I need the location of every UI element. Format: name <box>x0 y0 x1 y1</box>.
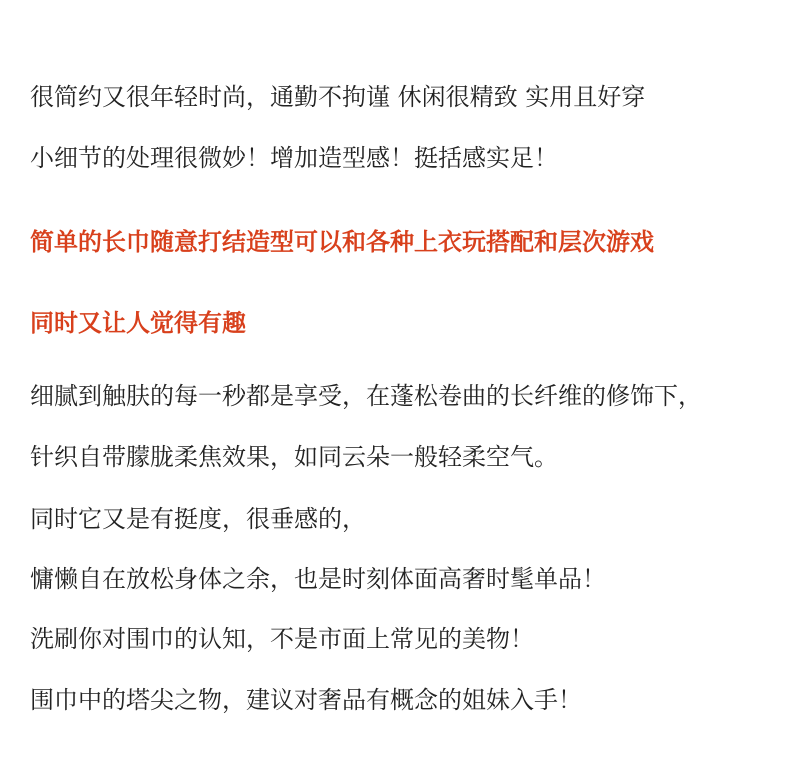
body-line-6: 围巾中的塔尖之物，建议对奢品有概念的姐妹入手！ <box>30 686 582 714</box>
intro-line-1: 很简约又很年轻时尚，通勤不拘谨 休闲很精致 实用且好穿 <box>30 83 646 111</box>
body-line-5: 洗刷你对围巾的认知，不是市面上常见的美物！ <box>30 625 534 653</box>
body-line-4: 慵懒自在放松身体之余，也是时刻体面高奢时髦单品！ <box>30 565 606 593</box>
intro-line-2: 小细节的处理很微妙！增加造型感！挺括感实足！ <box>30 144 558 172</box>
body-line-2: 针织自带朦胧柔焦效果，如同云朵一般轻柔空气。 <box>30 443 558 471</box>
body-line-3: 同时它又是有挺度，很垂感的， <box>30 505 366 533</box>
highlight-line-2: 同时又让人觉得有趣 <box>30 309 246 337</box>
body-line-1: 细腻到触肤的每一秒都是享受，在蓬松卷曲的长纤维的修饰下， <box>30 382 702 410</box>
highlight-line-1: 简单的长巾随意打结造型可以和各种上衣玩搭配和层次游戏 <box>30 228 654 256</box>
